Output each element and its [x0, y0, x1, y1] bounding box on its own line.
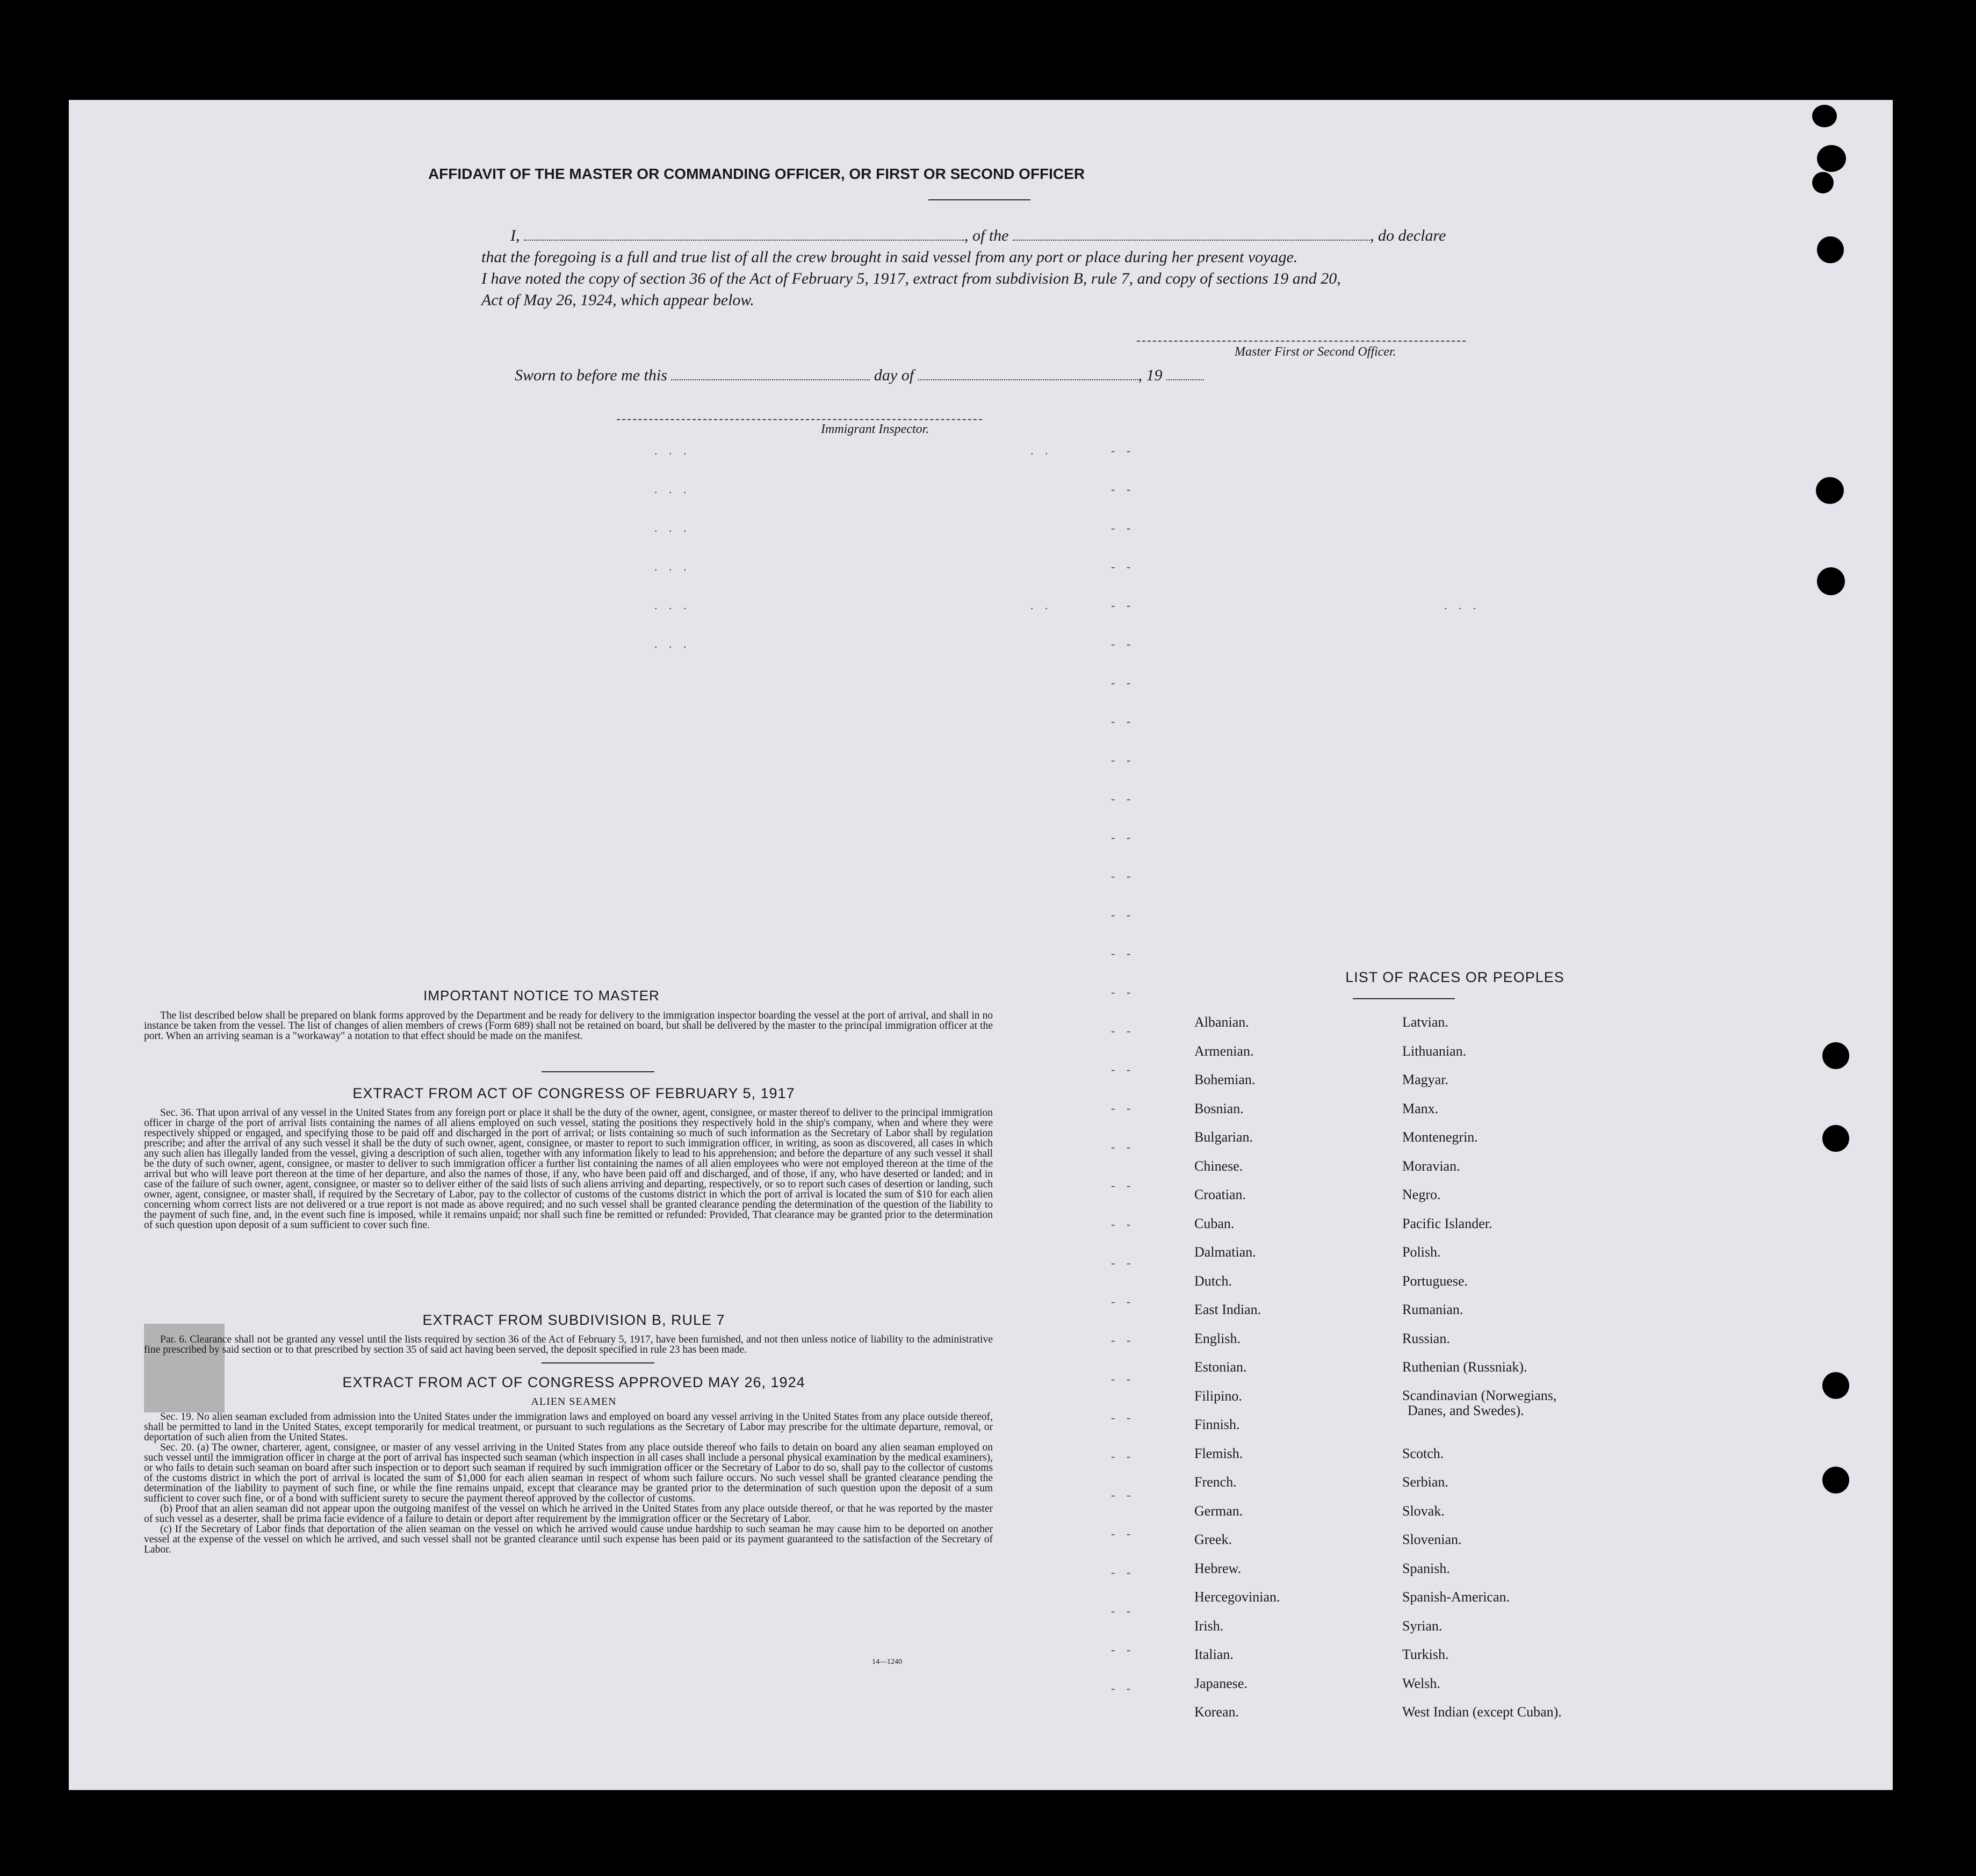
race-item: Welsh. [1402, 1675, 1440, 1691]
affidavit-line-4: Act of May 26, 1924, which appear below. [481, 291, 754, 309]
extract-1924-body [144, 1412, 993, 1555]
race-item: Estonian. [1194, 1359, 1247, 1375]
race-item: Scotch. [1402, 1445, 1444, 1461]
document-sheet [69, 100, 1893, 1790]
residual-marks-1: . . . [654, 444, 691, 457]
residual-marks-13: - - [1111, 676, 1135, 689]
race-item: Negro. [1402, 1187, 1441, 1202]
race-item: Dalmatian. [1194, 1244, 1256, 1260]
race-item: Japanese. [1194, 1675, 1247, 1691]
residual-marks-36: - - [1111, 1565, 1135, 1579]
races-right-column [1402, 1008, 1562, 1727]
residual-marks-34: - - [1111, 1488, 1135, 1502]
vessel-blank [1013, 230, 1370, 241]
race-item: Italian. [1194, 1647, 1234, 1662]
residual-marks-32: - - [1111, 1411, 1135, 1424]
race-item-scandinavian [1402, 1382, 1562, 1439]
race-item: Slovenian. [1402, 1532, 1462, 1547]
race-item: Albanian. [1194, 1014, 1249, 1030]
punch-hole [1822, 1125, 1849, 1152]
residual-marks-26: - - [1111, 1179, 1135, 1192]
race-item: Rumanian. [1402, 1302, 1463, 1317]
race-item: Serbian. [1402, 1474, 1448, 1490]
residual-marks-29: - - [1111, 1295, 1135, 1308]
sworn-text: Sworn to before me this [515, 366, 667, 384]
residual-marks-4: . . . [654, 560, 691, 573]
residual-marks-28: - - [1111, 1256, 1135, 1269]
punch-hole [1812, 172, 1834, 193]
sec-19-paragraph: Sec. 19. No alien seaman excluded from admission into the United States under the immigration laws and employed on board any vessel arriving in the United States from any place outside thereof, shall be permitted to land in the United States, except temporarily for medical treatment, or pursuant to such regulations as the Secretary of Labor may prescribe for the ultimate departure, removal, or deportation of such alien from the United States. [144, 1411, 993, 1443]
residual-marks-21: - - [1111, 985, 1135, 999]
race-item: Manx. [1402, 1100, 1439, 1116]
punch-hole [1817, 236, 1844, 263]
residual-marks-35: - - [1111, 1527, 1135, 1540]
race-item: Russian. [1402, 1330, 1450, 1346]
affidavit-line-3: I have noted the copy of section 36 of the Act of February 5, 1917, extract from subdivision B, rule 7, and copy of sections 19 and 20, [481, 270, 1341, 287]
alien-seamen-subtitle: ALIEN SEAMEN [531, 1396, 617, 1408]
races-left-column [1194, 1008, 1280, 1727]
sworn-month-blank [918, 370, 1138, 380]
race-item: Latvian. [1402, 1014, 1448, 1030]
residual-marks-16: - - [1111, 792, 1135, 805]
race-item: Finnish. [1194, 1417, 1240, 1432]
races-title: LIST OF RACES OR PEOPLES [1345, 969, 1564, 985]
affidavit-do-declare: , do declare [1370, 227, 1446, 244]
master-caption: Master First or Second Officer. [1235, 345, 1396, 359]
race-item: Chinese. [1194, 1158, 1243, 1174]
race-item: Spanish-American. [1402, 1589, 1510, 1605]
sworn-year: , 19 [1138, 366, 1163, 384]
race-item: Turkish. [1402, 1647, 1449, 1662]
race-item: Korean. [1194, 1704, 1239, 1720]
residual-marks-3: . . . [654, 521, 691, 535]
race-item: Moravian. [1402, 1158, 1460, 1174]
affidavit-line-2: that the foregoing is a full and true list of all the crew brought in said vessel from any port or place during her present voyage. [481, 248, 1298, 266]
race-item: German. [1194, 1503, 1243, 1519]
subdivision-paragraph: Par. 6. Clearance shall not be granted any vessel until the lists required by section 36 of the Act of February 5, 1917, have been furnished, and not then unless notice of liability to the administrative fine prescribed by said section or to that prescribed by section 35 of said act having been served, the deposit specified in rule 23 has been made. [144, 1334, 993, 1355]
race-item: Spanish. [1402, 1560, 1450, 1576]
race-item: Bulgarian. [1194, 1129, 1253, 1145]
inspector-signature-line [617, 419, 982, 420]
affidavit-title: AFFIDAVIT OF THE MASTER OR COMMANDING OFFICER, OR FIRST OR SECOND OFFICER [428, 165, 1085, 182]
subdivision-body [144, 1334, 993, 1355]
affidavit-title-rule [928, 199, 1030, 200]
extract-1917-body [144, 1108, 993, 1230]
sec-20c-paragraph: (c) If the Secretary of Labor finds that deportation of the alien seaman on the vessel on which he arrived would cause undue hardship to such seaman he may cause him to be deported on another vessel at the expense of the vessel on which he arrived, and such vessel shall not be granted clearance until such expense has been paid or its payment guaranteed to the satisfaction of the Secretary of Labor. [144, 1524, 993, 1555]
race-item: Hercegovinian. [1194, 1589, 1280, 1605]
punch-hole [1822, 1467, 1849, 1493]
race-item: Lithuanian. [1402, 1043, 1467, 1059]
residual-marks-7: - - [1111, 444, 1135, 457]
residual-marks-25: - - [1111, 1140, 1135, 1153]
subdivision-rule [542, 1362, 654, 1363]
residual-marks-42: . . . [1444, 598, 1481, 612]
affidavit-i: I, [510, 227, 520, 244]
punch-hole [1822, 1042, 1849, 1069]
extract-1917-title: EXTRACT FROM ACT OF CONGRESS OF FEBRUARY 5, 1917 [352, 1085, 795, 1101]
residual-marks-19: - - [1111, 908, 1135, 921]
race-item: Magyar. [1402, 1072, 1448, 1087]
master-signature-line [1137, 341, 1466, 342]
race-item: Pacific Islander. [1402, 1215, 1492, 1231]
extract-1917-paragraph: Sec. 36. That upon arrival of any vessel in the United States from any foreign port or place it shall be the duty of the owner, agent, consignee, or master thereof to deliver to the principal immigration officer in charge of the port of arrival lists containing the names of all aliens employed on such vessel, stating the positions they respectively hold in the ship's company, when and where they were respectively shipped or engaged, and specifying those to be paid off and discharged in the port of arrival; or lists containing so much of such information as the Secretary of Labor shall by regulation prescribe; and after the arrival of any such vessel it shall be the duty of such owner, agent, consignee, or master to report to such immigration officer, in writing, as soon as discovered, all cases in which any such alien has illegally landed from the vessel, giving a description of such alien, together with any information likely to lead to his apprehension; and before the departure of any such vessel it shall be the duty of such owner, agent, consignee, or master to deliver to such immigration officer a further list containing the names of all alien employees who were not employed thereon at the time of the arrival but who will leave port thereon at the time of her departure, and also the names of those, if any, who have been paid off and discharged, and of those, if any, who have deserted or landed; and in case of the failure of such owner, agent, consignee, or master so to deliver either of the said lists of such aliens arriving and departing, respectively, or so to report such cases of desertion or landing, such owner, agent, consignee, or master shall, if required by the Secretary of Labor, pay to the collector of customs of the customs district in which the port of arrival is located the sum of $10 for each alien concerning whom correct lists are not delivered or a true report is not made as above required; and no such vessel shall be granted clearance pending the determination of the question of the liability to the payment of such fine, and, in the event such fine is imposed, while it remains unpaid; nor shall such fine be remitted or refunded: Provided, That clearance may be granted prior to the determination of such question upon deposit of a sum sufficient to cover such fine. [144, 1107, 993, 1231]
race-item: Polish. [1402, 1244, 1441, 1260]
extract-1924-title: EXTRACT FROM ACT OF CONGRESS APPROVED MAY 26, 1924 [342, 1374, 805, 1390]
race-item: Portuguese. [1402, 1273, 1468, 1289]
race-item: Flemish. [1194, 1445, 1243, 1461]
races-title-rule [1353, 998, 1455, 999]
residual-marks-15: - - [1111, 753, 1135, 767]
residual-marks-2: . . . [654, 482, 691, 496]
race-item: Cuban. [1194, 1215, 1235, 1231]
race-item: Hebrew. [1194, 1560, 1242, 1576]
sec-20a-paragraph: Sec. 20. (a) The owner, charterer, agent, consignee, or master of any vessel arriving in the United States from any place outside thereof who fails to detain on board any alien seaman employed on such vessel until the immigration officer in charge at the port of arrival has inspected such seaman (which inspection in all cases shall include a personal physical examination by the medical examiners), or who fails to detain such seaman on board after such inspection or to deport such seaman if required by such immigration officer or the Secretary of Labor to do so, shall pay to the collector of customs of the customs district in which the port of arrival is located the sum of $1,000 for each alien seaman in respect of whom such failure occurs. No such vessel shall be granted clearance pending the determination of the liability to payment of such fine, or while the fine remains unpaid, except that clearance may be granted prior to the determination of such question upon the deposit of a sum sufficient to cover such fine, or of a bond with sufficient surety to secure the payment thereof approved by the collector of customs. [144, 1442, 993, 1504]
race-item: French. [1194, 1474, 1237, 1490]
residual-marks-39: - - [1111, 1682, 1135, 1695]
subdivision-title: EXTRACT FROM SUBDIVISION B, RULE 7 [422, 1312, 725, 1328]
race-item: Croatian. [1194, 1187, 1246, 1202]
sworn-year-blank [1166, 370, 1204, 380]
residual-marks-11: - - [1111, 598, 1135, 612]
name-blank [524, 230, 964, 241]
form-number: 14—1240 [872, 1658, 902, 1666]
punch-hole [1812, 105, 1837, 127]
residual-marks-24: - - [1111, 1101, 1135, 1115]
residual-marks-41: . . [1030, 598, 1052, 612]
race-item: West Indian (except Cuban). [1402, 1704, 1562, 1720]
scandinavian-line-2: Danes, and Swedes). [1408, 1402, 1524, 1418]
residual-marks-37: - - [1111, 1604, 1135, 1618]
punch-hole [1817, 145, 1846, 172]
race-item: Slovak. [1402, 1503, 1445, 1519]
residual-marks-23: - - [1111, 1063, 1135, 1076]
sworn-line [515, 366, 1204, 385]
residual-marks-27: - - [1111, 1217, 1135, 1231]
punch-hole [1816, 477, 1844, 504]
race-item: Montenegrin. [1402, 1129, 1478, 1145]
race-item: Syrian. [1402, 1618, 1443, 1634]
residual-marks-33: - - [1111, 1449, 1135, 1463]
race-item: Greek. [1194, 1532, 1232, 1547]
punch-hole [1817, 567, 1845, 595]
residual-marks-30: - - [1111, 1333, 1135, 1347]
residual-marks-5: . . . [654, 598, 691, 612]
residual-marks-14: - - [1111, 715, 1135, 728]
race-item: Filipino. [1194, 1388, 1242, 1404]
race-item: East Indian. [1194, 1302, 1261, 1317]
race-item: Irish. [1194, 1618, 1224, 1634]
scandinavian-line-1: Scandinavian (Norwegians, [1402, 1387, 1557, 1403]
affidavit-of-the: , of the [964, 227, 1009, 244]
residual-marks-22: - - [1111, 1024, 1135, 1037]
race-item: Bosnian. [1194, 1100, 1244, 1116]
sworn-day-of: day of [874, 366, 914, 384]
notice-title: IMPORTANT NOTICE TO MASTER [423, 987, 660, 1004]
race-item: Bohemian. [1194, 1072, 1256, 1087]
race-item: English. [1194, 1330, 1241, 1346]
race-item: Dutch. [1194, 1273, 1232, 1289]
notice-body [144, 1011, 993, 1041]
residual-marks-31: - - [1111, 1372, 1135, 1386]
residual-marks-10: - - [1111, 560, 1135, 573]
residual-marks-6: . . . [654, 637, 691, 651]
race-item: Armenian. [1194, 1043, 1254, 1059]
residual-marks-12: - - [1111, 637, 1135, 651]
residual-marks-17: - - [1111, 831, 1135, 844]
notice-paragraph: The list described below shall be prepared on blank forms approved by the Department and be ready for delivery to the immigration inspector boarding the vessel at the port of arrival, and shall in no instance be taken from the vessel. The list of changes of alien members of crews (Form 689) shall not be retained on board, but shall be delivered by the master to the principal immigration officer at the port. When an arriving seaman is a "workaway" a notation to that effect should be made on the manifest. [144, 1010, 993, 1042]
residual-marks-40: . . [1030, 444, 1052, 457]
residual-marks-38: - - [1111, 1643, 1135, 1656]
inspector-caption: Immigrant Inspector. [821, 422, 929, 436]
residual-marks-20: - - [1111, 947, 1135, 960]
race-item: Ruthenian (Russniak). [1402, 1359, 1527, 1375]
residual-marks-8: - - [1111, 482, 1135, 496]
residual-marks-18: - - [1111, 869, 1135, 883]
punch-hole [1822, 1372, 1849, 1399]
sworn-day-blank [671, 370, 870, 380]
sec-20b-paragraph: (b) Proof that an alien seaman did not appear upon the outgoing manifest of the vessel on which he arrived in the United States from any place outside thereof, or that he was reported by the master of such vessel as a deserter, shall be prima facie evidence of a failure to detain or deport after requirement by the immigration officer or the Secretary of Labor. [144, 1503, 993, 1525]
residual-marks-9: - - [1111, 521, 1135, 535]
notice-rule [542, 1071, 654, 1072]
affidavit-line-1 [510, 227, 1446, 245]
